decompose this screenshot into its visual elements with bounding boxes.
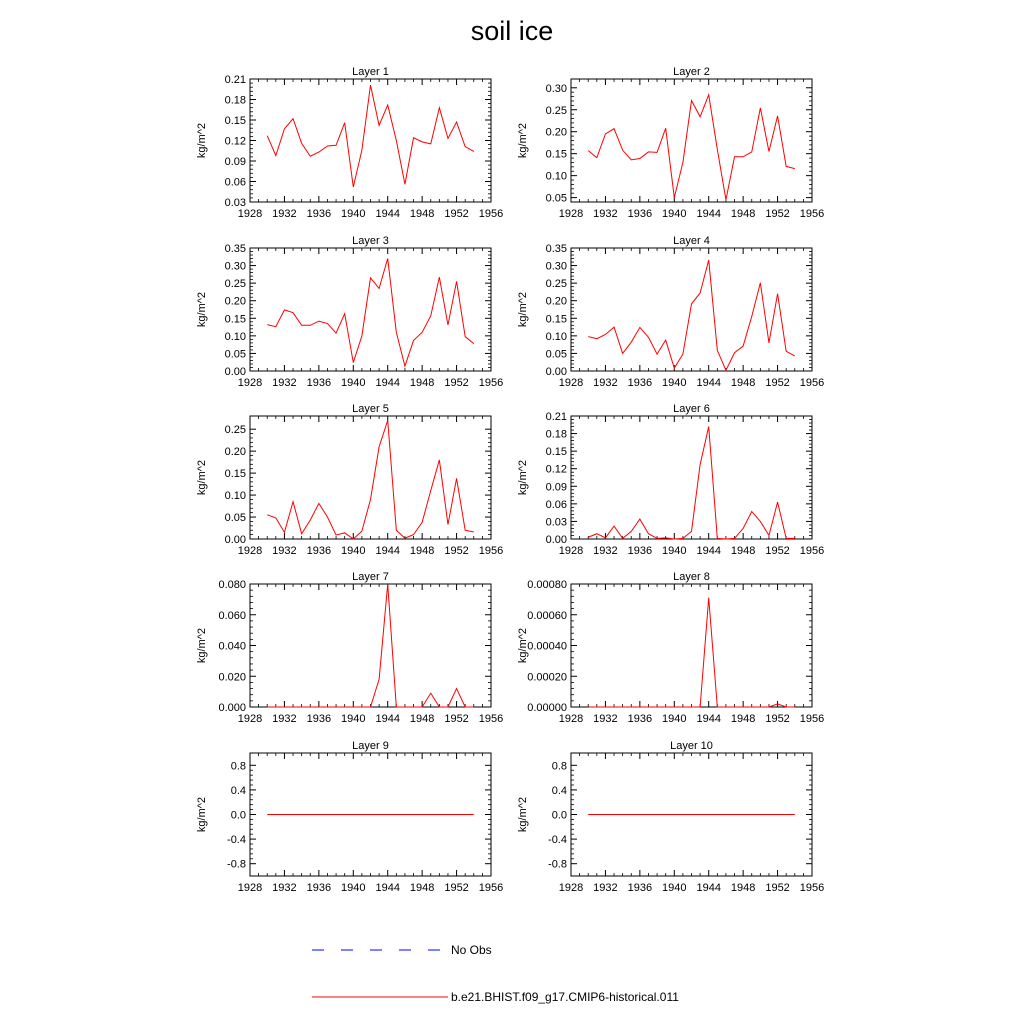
y-tick-label: 0.05 [545,192,567,205]
x-tick-label: 1956 [478,882,504,894]
x-tick-label: 1936 [627,208,653,220]
panel-title: Layer 2 [673,66,710,78]
legend [312,943,679,1004]
y-tick-label: 0.25 [545,104,567,117]
y-tick-label: -0.4 [548,834,567,847]
y-tick-label: 0.03 [224,197,246,209]
y-tick-label: 0.05 [224,348,246,361]
x-tick-label: 1956 [478,713,504,725]
x-tick-label: 1932 [272,545,297,557]
y-axis-label: kg/m^2 [196,291,208,328]
x-tick-label: 1944 [696,713,721,725]
legend-label-1: No Obs [451,943,492,957]
x-tick-label: 1936 [627,713,653,725]
series-line-1 [588,598,795,707]
chart-panel-7 [196,571,503,725]
y-tick-label: 0.8 [230,760,246,773]
x-tick-label: 1948 [730,208,756,220]
series-line-1 [588,95,795,200]
y-axis-label: kg/m^2 [196,796,208,833]
y-tick-label: 0.20 [224,446,246,459]
x-tick-label: 1944 [696,377,721,389]
y-tick-label: 0.15 [224,115,246,127]
x-tick-label: 1940 [341,208,366,220]
x-tick-label: 1952 [444,377,469,389]
x-tick-label: 1952 [765,208,790,220]
y-tick-label: 0.12 [545,463,567,476]
y-tick-label: 0.18 [224,94,246,107]
x-tick-label: 1948 [730,545,756,557]
x-tick-label: 1944 [375,377,400,389]
plot-frame [571,79,812,202]
x-tick-label: 1936 [627,882,653,894]
x-tick-label: 1940 [341,377,366,389]
y-tick-label: 0.09 [545,481,567,494]
panel-title: Layer 9 [352,740,389,752]
y-tick-label: 0.10 [224,330,246,343]
x-tick-label: 1928 [558,882,584,894]
y-tick-label: 0.05 [545,348,567,361]
series-line-1 [588,427,795,539]
y-axis-label: kg/m^2 [517,122,529,159]
plot-frame [571,584,812,707]
x-tick-label: 1948 [409,882,435,894]
y-tick-label: 0.35 [545,243,567,255]
x-tick-label: 1936 [306,545,332,557]
x-tick-label: 1944 [375,545,400,557]
chart-panel-10 [517,740,824,894]
x-tick-label: 1932 [272,208,297,220]
x-tick-label: 1940 [662,208,687,220]
y-tick-label: 0.00 [545,366,567,378]
y-tick-label: 0.03 [545,516,567,529]
x-tick-label: 1940 [662,713,687,725]
panel-title: Layer 6 [673,403,710,415]
x-tick-label: 1952 [444,545,469,557]
x-tick-label: 1956 [478,208,504,220]
y-tick-label: 0.00060 [527,609,567,622]
y-tick-label: -0.8 [548,858,567,871]
y-tick-label: 0.060 [218,609,246,622]
y-axis-label: kg/m^2 [517,627,529,664]
x-tick-label: 1952 [765,882,790,894]
y-tick-label: 0.00000 [527,702,567,714]
x-tick-label: 1940 [662,545,687,557]
plot-frame [250,79,491,202]
panel-title: Layer 1 [352,66,389,78]
y-axis-label: kg/m^2 [517,459,529,496]
x-tick-label: 1928 [558,377,584,389]
panel-title: Layer 7 [352,571,389,583]
x-tick-label: 1936 [627,545,653,557]
y-tick-label: 0.15 [224,468,246,481]
y-axis-label: kg/m^2 [196,122,208,159]
y-tick-label: 0.20 [545,295,567,308]
x-tick-label: 1936 [627,377,653,389]
x-tick-label: 1944 [696,208,721,220]
y-tick-label: 0.4 [230,784,246,797]
y-tick-label: 0.30 [224,260,246,273]
x-tick-label: 1936 [306,713,332,725]
y-tick-label: 0.0 [551,809,567,822]
panel-title: Layer 4 [673,235,710,247]
y-tick-label: 0.080 [218,579,246,591]
series-line-1 [588,260,795,370]
panel-title: Layer 3 [352,235,389,247]
series-line-1 [267,259,474,367]
x-tick-label: 1932 [593,882,618,894]
x-tick-label: 1956 [799,377,825,389]
y-tick-label: 0.18 [545,428,567,441]
x-tick-label: 1928 [558,545,584,557]
y-tick-label: 0.00 [545,534,567,546]
x-tick-label: 1932 [272,377,297,389]
panel-title: Layer 8 [673,571,710,583]
chart-panel-5 [196,403,503,557]
series-line-1 [267,584,474,707]
y-tick-label: 0.15 [545,446,567,459]
y-tick-label: 0.10 [224,490,246,503]
x-tick-label: 1936 [306,882,332,894]
plot-frame [571,416,812,539]
y-tick-label: 0.06 [545,498,567,511]
x-tick-label: 1944 [375,713,400,725]
series-line-1 [267,85,474,187]
y-tick-label: 0.25 [545,278,567,291]
x-tick-label: 1940 [341,713,366,725]
y-tick-label: 0.15 [545,148,567,161]
y-tick-label: 0.040 [218,640,246,653]
plot-frame [250,584,491,707]
x-tick-label: 1932 [272,882,297,894]
y-tick-label: 0.8 [551,760,567,773]
x-tick-label: 1940 [341,545,366,557]
y-tick-label: 0.000 [218,702,246,714]
plot-frame [250,248,491,371]
y-axis-label: kg/m^2 [517,291,529,328]
x-tick-label: 1932 [272,713,297,725]
x-tick-label: 1956 [799,208,825,220]
y-tick-label: 0.21 [224,74,246,86]
y-axis-label: kg/m^2 [196,459,208,496]
chart-panel-3 [196,235,503,389]
y-tick-label: 0.00 [224,366,246,378]
y-tick-label: 0.10 [545,170,567,183]
x-tick-label: 1932 [593,208,618,220]
y-tick-label: 0.06 [224,176,246,189]
y-tick-label: 0.20 [545,126,567,139]
y-axis-label: kg/m^2 [196,627,208,664]
x-tick-label: 1936 [306,377,332,389]
x-tick-label: 1956 [478,545,504,557]
y-tick-label: 0.12 [224,135,246,148]
panel-title: Layer 5 [352,403,389,415]
x-tick-label: 1948 [409,377,435,389]
x-tick-label: 1928 [237,208,263,220]
series-line-1 [267,420,474,539]
x-tick-label: 1948 [409,208,435,220]
x-tick-label: 1952 [444,208,469,220]
chart-panel-6 [517,403,824,557]
x-tick-label: 1956 [799,713,825,725]
x-tick-label: 1956 [799,545,825,557]
y-tick-label: 0.4 [551,784,567,797]
y-tick-label: 0.20 [224,295,246,308]
x-tick-label: 1940 [341,882,366,894]
y-tick-label: 0.25 [224,424,246,437]
chart-panel-2 [517,66,824,220]
x-tick-label: 1940 [662,882,687,894]
x-tick-label: 1932 [593,545,618,557]
x-tick-label: 1944 [696,545,721,557]
y-tick-label: 0.21 [545,411,567,423]
y-tick-label: 0.15 [224,313,246,326]
y-tick-label: 0.25 [224,278,246,291]
chart-panel-8 [517,571,824,725]
x-tick-label: 1952 [444,713,469,725]
y-tick-label: 0.10 [545,330,567,343]
y-tick-label: 0.15 [545,313,567,326]
y-tick-label: 0.00020 [527,671,567,684]
x-tick-label: 1940 [662,377,687,389]
figure-title: soil ice [470,16,554,46]
x-tick-label: 1932 [593,713,618,725]
x-tick-label: 1928 [237,377,263,389]
y-tick-label: 0.020 [218,671,246,684]
y-tick-label: 0.35 [224,243,246,255]
x-tick-label: 1944 [696,882,721,894]
x-tick-label: 1956 [799,882,825,894]
x-tick-label: 1944 [375,882,400,894]
x-tick-label: 1952 [765,545,790,557]
x-tick-label: 1952 [444,882,469,894]
x-tick-label: 1952 [765,713,790,725]
x-tick-label: 1928 [558,208,584,220]
y-tick-label: 0.05 [224,512,246,525]
y-tick-label: -0.8 [227,858,246,871]
x-tick-label: 1956 [478,377,504,389]
panel-title: Layer 10 [670,740,713,752]
y-tick-label: 0.00080 [527,579,567,591]
y-axis-label: kg/m^2 [517,796,529,833]
chart-panel-1 [196,66,503,220]
x-tick-label: 1944 [375,208,400,220]
y-tick-label: 0.0 [230,809,246,822]
x-tick-label: 1948 [730,882,756,894]
x-tick-label: 1948 [409,713,435,725]
legend-label-2: b.e21.BHIST.f09_g17.CMIP6-historical.011 [451,990,679,1004]
x-tick-label: 1928 [237,713,263,725]
plot-frame [571,248,812,371]
chart-panel-9 [196,740,503,894]
y-tick-label: 0.30 [545,260,567,273]
x-tick-label: 1952 [765,377,790,389]
x-tick-label: 1948 [730,713,756,725]
y-tick-label: 0.09 [224,156,246,168]
x-tick-label: 1928 [237,882,263,894]
chart-panel-4 [517,235,824,389]
y-tick-label: 0.00 [224,534,246,546]
x-tick-label: 1928 [237,545,263,557]
plot-frame [250,416,491,539]
y-tick-label: 0.00040 [527,640,567,653]
y-tick-label: 0.30 [545,82,567,95]
x-tick-label: 1948 [730,377,756,389]
x-tick-label: 1932 [593,377,618,389]
y-tick-label: -0.4 [227,834,246,847]
x-tick-label: 1936 [306,208,332,220]
x-tick-label: 1948 [409,545,435,557]
x-tick-label: 1928 [558,713,584,725]
